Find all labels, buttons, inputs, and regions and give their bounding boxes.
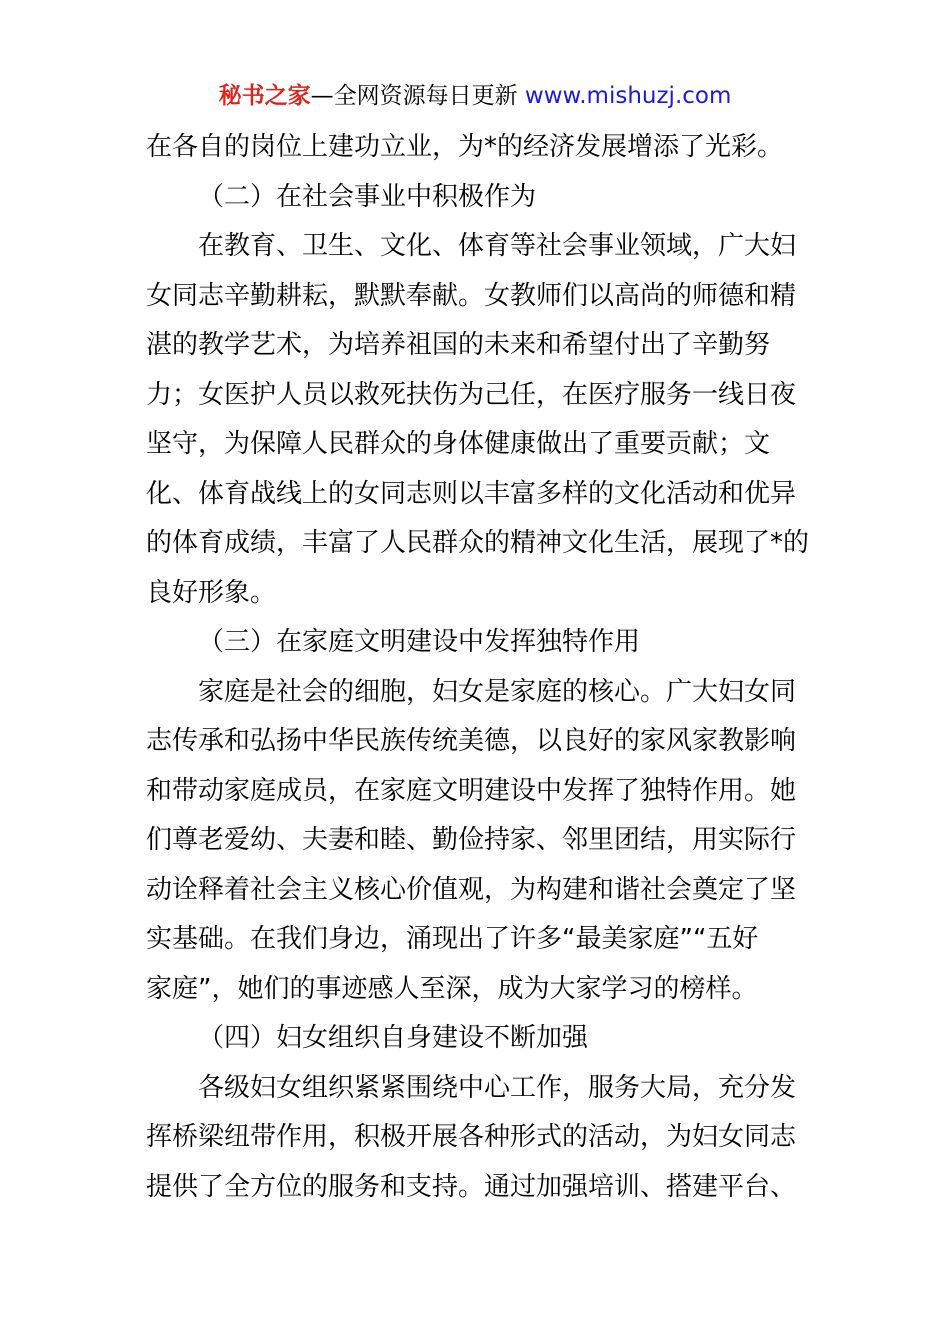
body-text-line: 湛的教学艺术，为培养祖国的未来和希望付出了辛勤努 [146, 330, 771, 360]
body-text-line: 家庭”，她们的事迹感人至深，成为大家学习的榜样。 [146, 973, 758, 1004]
body-text-line: 女同志辛勤耕耘，默默奉献。女教师们以高尚的师德和精 [146, 280, 797, 311]
body-text-line: 实基础。在我们身边，涌现出了许多“最美家庭”“五好 [146, 924, 759, 954]
body-text-line: 动诠释着社会主义核心价值观，为构建和谐社会奠定了坚 [146, 874, 797, 905]
body-text-line: 们尊老爱幼、夫妻和睦、勤俭持家、邻里团结，用实际行 [146, 825, 797, 855]
body-text-line: 化、体育战线上的女同志则以丰富多样的文化活动和优异 [146, 478, 797, 509]
site-brand: 秘书之家 [218, 83, 311, 109]
document-body [146, 123, 810, 1212]
site-url-link[interactable]: www.mishuzj.com [524, 83, 732, 109]
body-text-line: 家庭是社会的细胞，妇女是家庭的核心。广大妇女同 [198, 676, 797, 707]
body-text-line: 力；女医护人员以救死扶伤为己任，在医疗服务一线日夜 [146, 379, 797, 410]
body-text-line: 挥桥梁纽带作用，积极开展各种形式的活动，为妇女同志 [146, 1122, 797, 1152]
body-text-line: 的体育成绩，丰富了人民群众的精神文化生活，展现了*的 [146, 528, 810, 558]
body-text-line: 坚守，为保障人民群众的身体健康做出了重要贡献；文 [146, 429, 771, 459]
section-heading: （二）在社会事业中积极作为 [198, 181, 537, 212]
body-text-line: 在教育、卫生、文化、体育等社会事业领域，广大妇 [198, 231, 797, 261]
body-text-line: 良好形象。 [146, 577, 277, 608]
section-heading: （三）在家庭文明建设中发挥独特作用 [198, 627, 641, 657]
body-text-line: 和带动家庭成员，在家庭文明建设中发挥了独特作用。她 [146, 775, 797, 806]
site-tagline: —全网资源每日更新 [310, 83, 525, 109]
body-text-line: 提供了全方位的服务和支持。通过加强培训、搭建平台、 [146, 1171, 797, 1202]
body-text-line: 各级妇女组织紧紧围绕中心工作，服务大局，充分发 [198, 1072, 797, 1103]
body-text-line: 志传承和弘扬中华民族传统美德，以良好的家风家教影响 [146, 726, 797, 756]
section-heading: （四）妇女组织自身建设不断加强 [198, 1023, 589, 1053]
body-text-line: 在各自的岗位上建功立业，为*的经济发展增添了光彩。 [146, 132, 784, 162]
site-header [0, 80, 950, 112]
